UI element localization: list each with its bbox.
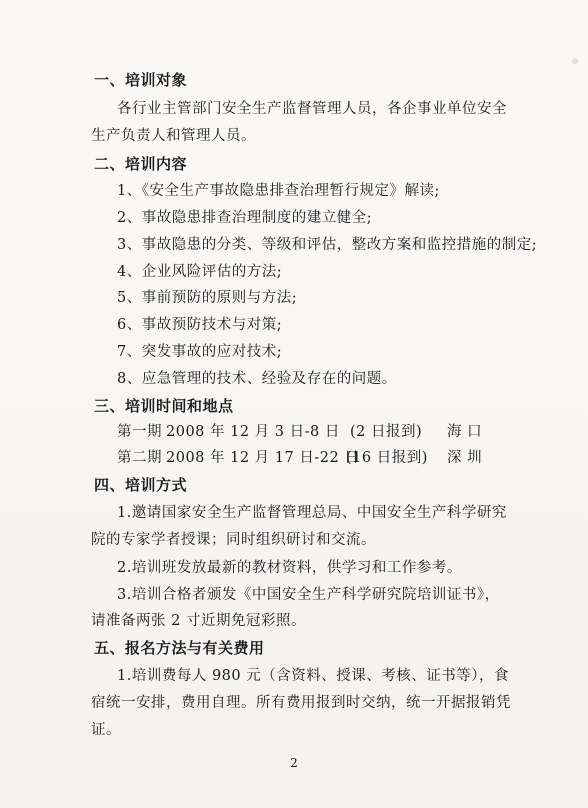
schedule-date: 2008 年 12 月 3 日-8 日	[166, 424, 340, 440]
scan-artifact	[572, 58, 578, 64]
section-4-text: 1.邀请国家安全生产监督管理总局、中国安全生产科学研究	[117, 505, 507, 521]
section-4-text-cont: 院的专家学者授课；同时组织研讨和交流。	[91, 532, 376, 548]
list-item: 5、事前预防的原则与方法;	[117, 290, 298, 306]
list-item: 8、应急管理的技术、经验及存在的问题。	[117, 371, 397, 387]
section-5-text: 1.培训费每人 980 元（含资料、授课、考核、证书等），食	[117, 668, 509, 684]
list-item: 4、企业风险评估的方法;	[117, 264, 283, 280]
section-5-text-cont: 宿统一安排，费用自理。所有费用报到时交纳，统一开据报销凭	[91, 695, 511, 711]
schedule-period: 第二期	[117, 450, 162, 466]
section-4-text: 2.培训班发放最新的教材资料，供学习和工作参考。	[117, 560, 462, 576]
schedule-date: 2008 年 12 月 17 日-22 日	[166, 450, 360, 466]
list-item: 6、事故预防技术与对策;	[117, 317, 283, 333]
page-number: 2	[290, 756, 298, 770]
list-item: 2、事故隐患排查治理制度的建立健全;	[117, 210, 373, 226]
section-3-title: 三、培训时间和地点	[94, 397, 234, 415]
section-1-text-cont: 生产负责人和管理人员。	[91, 128, 256, 144]
schedule-place: 海 口	[447, 424, 483, 440]
list-item: 7、突发事故的应对技术;	[117, 344, 283, 360]
section-5-title: 五、报名方法与有关费用	[94, 639, 265, 657]
section-2-title: 二、培训内容	[94, 155, 188, 173]
section-1-text: 各行业主管部门安全生产监督管理人员，各企事业单位安全	[117, 101, 507, 117]
section-4-title: 四、培训方式	[94, 476, 188, 494]
schedule-report: (16 日报到)	[346, 450, 428, 466]
schedule-place: 深 圳	[447, 450, 483, 466]
schedule-report: (2 日报到)	[350, 424, 423, 440]
list-item: 3、事故隐患的分类、等级和评估，整改方案和监控措施的制定;	[117, 237, 538, 253]
schedule-period: 第一期	[117, 424, 162, 440]
section-4-text: 3.培训合格者颁发《中国安全生产科学研究院培训证书》，	[117, 587, 500, 603]
section-4-text-cont: 请准备两张 2 寸近期免冠彩照。	[91, 613, 306, 629]
list-item: 1、《安全生产事故隐患排查治理暂行规定》解读;	[117, 183, 440, 199]
section-5-text-cont: 证。	[91, 722, 121, 738]
section-1-title: 一、培训对象	[94, 71, 188, 89]
